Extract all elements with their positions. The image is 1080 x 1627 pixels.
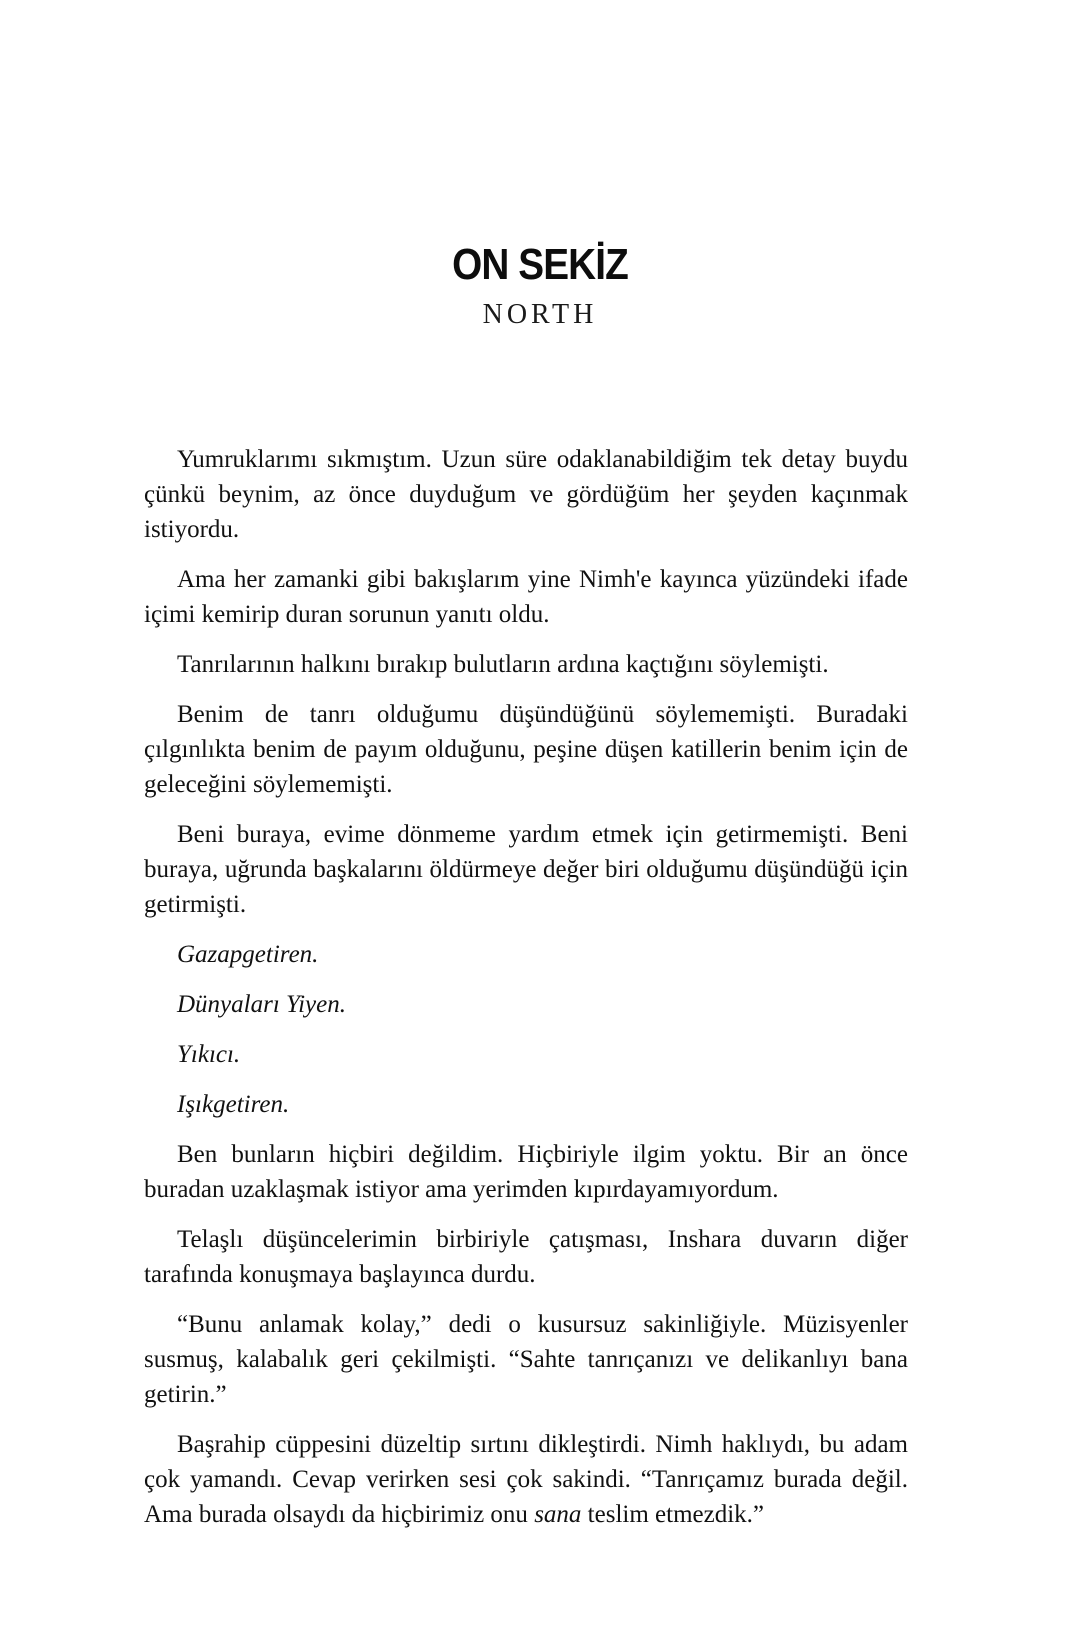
final-paragraph	[144, 1427, 908, 1532]
paragraph: Ben bunların hiçbiri değildim. Hiçbiriyle ilgim yoktu. Bir an önce buradan uzaklaşmak istiyor ama yerimden kıpırdayamıyordum.	[144, 1141, 908, 1203]
chapter-header	[0, 238, 1080, 332]
paragraph: Yumruklarımı sıkmıştım. Uzun süre odaklanabildiğim tek detay buydu çünkü beynim, az önce duyduğum ve gördüğüm her şeyden kaçınmak istiyordu.	[144, 446, 908, 543]
paragraph: Ama her zamanki gibi bakışlarım yine Nimh'e kayınca yüzündeki ifade içimi kemirip duran sorunun yanıtı oldu.	[144, 566, 908, 628]
paragraph: Telaşlı düşüncelerimin birbiriyle çatışması, Inshara duvarın diğer tarafında konuşmaya başlayınca durdu.	[144, 1226, 908, 1288]
chapter-title: ON SEKİZ	[452, 240, 628, 289]
italic-title-line: Dünyaları Yiyen.	[177, 991, 346, 1018]
italic-title-line: Gazapgetiren.	[177, 941, 319, 968]
paragraph: Benim de tanrı olduğumu düşündüğünü söylememişti. Buradaki çılgınlıkta benim de payım olduğunu, peşine düşen katillerin benim için de geleceğini söylememişti.	[144, 701, 908, 798]
final-paragraph-text-before: Başrahip cüppesini düzeltip sırtını dikleştirdi. Nimh haklıydı, bu adam çok yamandı. Cevap verirken sesi çok sakindi. “Tanrıçamız burada değil. Ama burada olsaydı da hiçbirimiz onu	[144, 1431, 908, 1528]
chapter-body	[144, 442, 908, 1547]
final-paragraph-emphasis: sana	[534, 1501, 582, 1528]
final-paragraph-text-after: teslim etmezdik.”	[581, 1501, 765, 1528]
paragraph: Tanrılarının halkını bırakıp bulutların ardına kaçtığını söylemişti.	[177, 651, 829, 678]
italic-title-line: Yıkıcı.	[177, 1041, 241, 1068]
chapter-narrator: NORTH	[482, 299, 598, 330]
paragraph: Beni buraya, evime dönmeme yardım etmek için getirmemişti. Beni buraya, uğrunda başkalarını öldürmeye değer biri olduğumu düşündüğü için getirmişti.	[144, 821, 908, 918]
paragraph: “Bunu anlamak kolay,” dedi o kusursuz sakinliğiyle. Müzisyenler susmuş, kalabalık geri çekilmişti. “Sahte tanrıçanızı ve delikanlıyı bana getirin.”	[144, 1311, 908, 1408]
italic-title-line: Işıkgetiren.	[177, 1091, 290, 1118]
